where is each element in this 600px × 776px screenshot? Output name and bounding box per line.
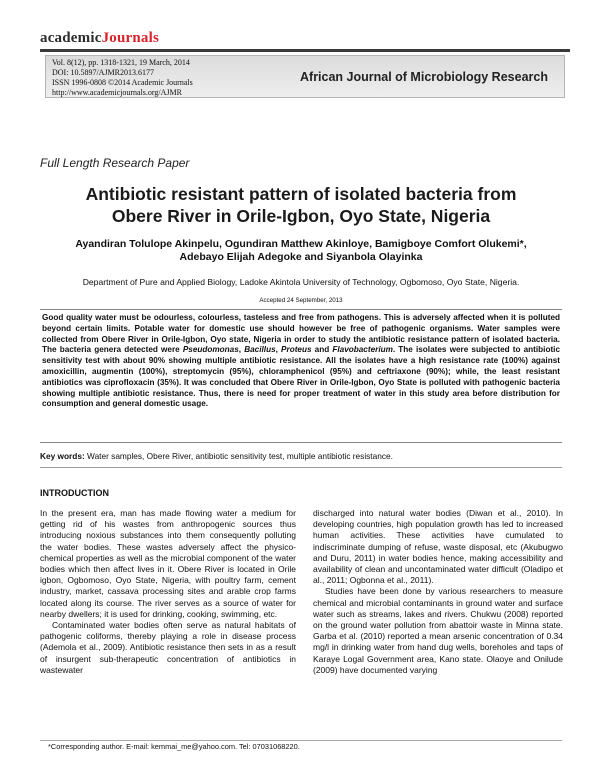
keywords-rule (40, 467, 562, 468)
title-line-1: Antibiotic resistant pattern of isolated bacteria from (85, 184, 517, 204)
title-line-2: Obere River in Orile-Igbon, Oyo State, Nigeria (111, 206, 491, 226)
abstract-text-1: Good quality water must be odourless, colourless, tasteless and free from pathogens. This is adversely affected when it is polluted beyond certain limits. Potable water for domestic use should however be free of pathogenic organisms. Water samples were collected from Obere River in Orile-Igbon, Oyo state, Nigeria in order to study the antibiotic resistance pattern of isolated bacteria. The bacteria genera detected were (42, 313, 560, 355)
abstract-text-2: . The isolates were subjected to antibiotic sensitivity test with about 90% showing multiple antibiotic resistance. All the isolates have a high resistance rate (100%) against amoxicillin, augmentin (100%), streptomycin (95%), chloramphenicol (95%) and ceftriaxone (90%); while, the least resistant antibiotics was ciprofloxacin (35%). It was concluded that Obere River in Orile-Igbon, Oyo State is polluted with pathogenic bacteria showing multiple antibiotic resistance. Thus, there is need for proper treatment of water in this study area before distribution for consumption and general domestic usage. (42, 345, 561, 409)
genus-pseudomonas: Pseudomonas (182, 345, 239, 355)
authors-line-1: Ayandiran Tolulope Akinpelu, Ogundiran Matthew Akinloye, Bamigboye Comfort Olukemi*, (75, 238, 527, 250)
intro-paragraph-4: Studies have been done by various researchers to measure chemical and microbial contaminants in ground water and surface water such as streams, lakes and rivers. Chukwu (2008) reported on the ground water pollution from abattoir waste in Minna state. Garba et al. (2010) reported a mean arsenic concentration of 0.34 mg/l in drinking water from hand dug wells, boreholes and taps of Karaye Logal Government area, Kano state. Olaoye and Onilude (2009) have documented varying (313, 586, 563, 675)
author-list (40, 238, 562, 264)
journal-title: African Journal of Microbiology Research (300, 70, 548, 84)
affiliation: Department of Pure and Applied Biology, Ladoke Akintola University of Technology, Ogbomoso, Oyo State, Nigeria. (82, 277, 520, 287)
meta-url[interactable]: http://www.academicjournals.org/AJMR (52, 88, 182, 97)
body-column-left (40, 508, 296, 676)
accepted-date: Accepted 24 September, 2013 (259, 297, 343, 304)
keywords-label: Key words: (40, 451, 85, 461)
section-heading-introduction: INTRODUCTION (40, 488, 109, 498)
corresponding-author-footnote: *Corresponding author. E-mail: kemmai_me@yahoo.com. Tel: 07031068220. (48, 742, 300, 751)
abstract (40, 309, 562, 443)
body-column-right (313, 508, 563, 676)
intro-paragraph-3: discharged into natural water bodies (Diwan et al., 2010). In developing countries, high population growth has led to increased human activities. These activities have cumulated to indiscriminate dumping of refuse, waste disposal, etc (Akubugwo and Duru, 2011) in water bodies hence, making accessibility and availability of clean and uncontaminated water difficult (Oladipo et al., 2011; Ogbonna et al., 2011). (313, 508, 563, 586)
footnote-rule (40, 740, 562, 741)
meta-issn: ISSN 1996-0808 ©2014 Academic Journals (52, 78, 193, 87)
journal-meta (52, 58, 193, 98)
meta-doi: DOI: 10.5897/AJMR2013.6177 (52, 68, 155, 77)
keywords-text: Water samples, Obere River, antibiotic sensitivity test, multiple antibiotic resistance. (84, 451, 393, 461)
genus-proteus: Proteus (281, 345, 312, 355)
authors-line-2: Adebayo Elijah Adegoke and Siyanbola Olayinka (179, 251, 423, 263)
intro-paragraph-2: Contaminated water bodies often serve as natural habitats of pathogenic coliforms, thereby playing a role in disease process (Ademola et al., 2009). Antibiotic resistance then sets in as a result of insurgent sub-therapeutic concentration of antibiotics in wastewater (40, 620, 296, 675)
header-rule (40, 49, 570, 52)
abstract-sep-1: , (238, 345, 245, 355)
abstract-sep-3: and (311, 345, 333, 355)
keywords (40, 451, 562, 461)
genus-flavobacterium: Flavobacterium (332, 345, 393, 355)
logo-text-academic: academic (40, 30, 102, 46)
paper-title (40, 183, 562, 227)
genus-bacillus: Bacillus (244, 345, 276, 355)
publisher-logo (40, 30, 159, 47)
abstract-sep-2: , (275, 345, 282, 355)
intro-paragraph-1: In the present era, man has made flowing water a medium for getting rid of his wastes from anthropogenic sources thus introducing noxious substances into them consequently polluting the water bodies. These wastes adversely affect the physico-chemical properties as well as the microbial component of the water bodies which then affect lives in it. Obere River is located in Orile igbon, Ogbomoso, Oyo State, Nigeria, with poultry farm, cement industry, market, cassava processing sites and arable crop farms located along its course. The river serves as a source of water for nearby dwellers; it is used for drinking, cooking, swimming, etc. (40, 508, 296, 619)
meta-volume: Vol. 8(12), pp. 1318-1321, 19 March, 2014 (52, 58, 190, 67)
logo-text-journals: Journals (101, 30, 160, 46)
paper-type: Full Length Research Paper (40, 156, 190, 170)
